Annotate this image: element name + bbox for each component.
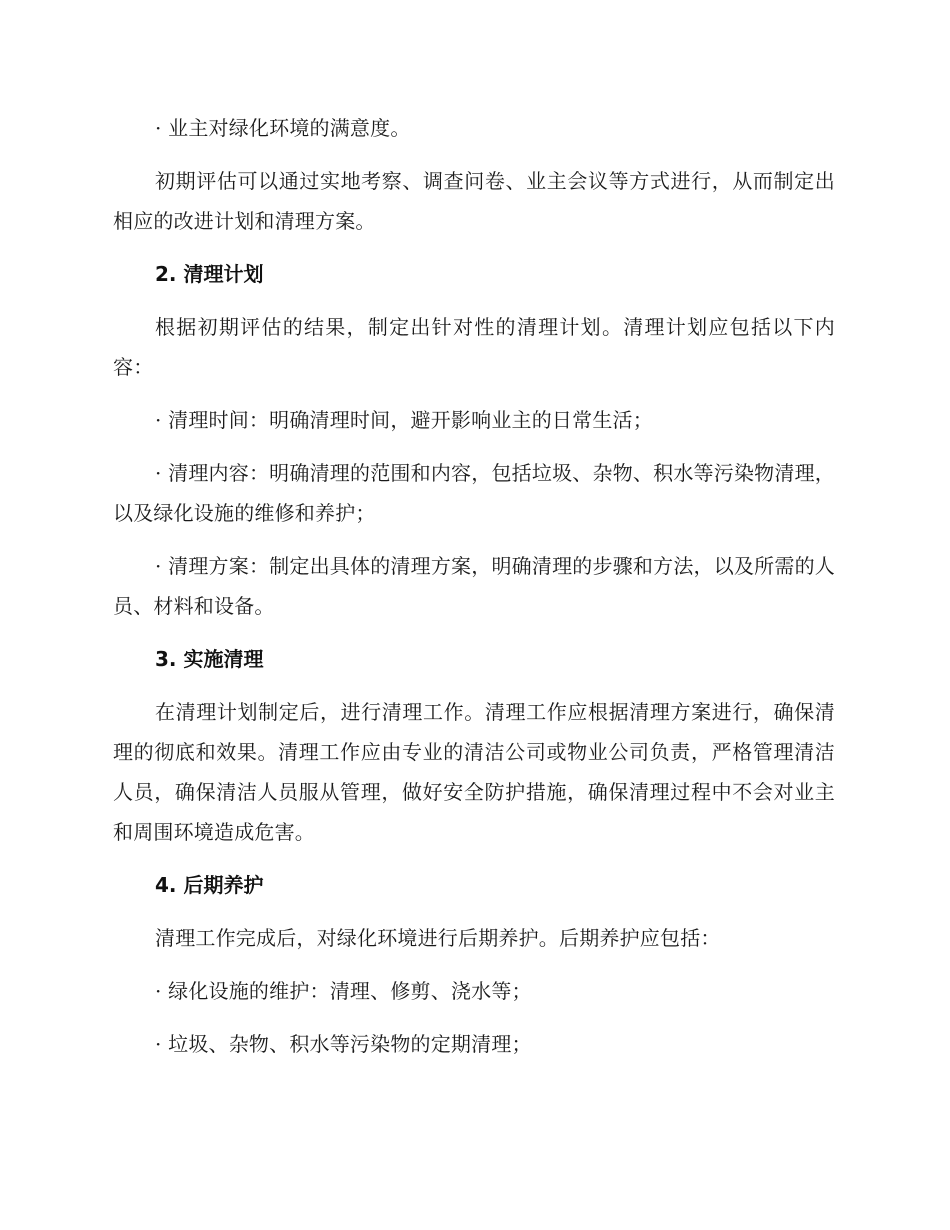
bullet-facility-maintenance: · 绿化设施的维护：清理、修剪、浇水等； <box>155 979 532 1003</box>
document-body <box>113 108 835 1077</box>
bullet-cleaning-scheme: · 清理方案：制定出具体的清理方案，明确清理的步骤和方法，以及所需的人员、材料和设备。 <box>113 554 835 618</box>
paragraph-initial-assessment: 初期评估可以通过实地考察、调查问卷、业主会议等方式进行，从而制定出相应的改进计划和清理方案。 <box>113 169 835 233</box>
paragraph-cleaning-plan: 根据初期评估的结果，制定出针对性的清理计划。清理计划应包括以下内容： <box>113 315 835 379</box>
section-heading-maintenance: 4. 后期养护 <box>155 873 264 897</box>
bullet-cleaning-time: · 清理时间：明确清理时间，避开影响业主的日常生活； <box>155 408 653 432</box>
section-heading-cleaning-plan: 2. 清理计划 <box>155 262 264 286</box>
paragraph-maintenance: 清理工作完成后，对绿化环境进行后期养护。后期养护应包括： <box>155 926 721 950</box>
bullet-satisfaction: · 业主对绿化环境的满意度。 <box>155 116 411 140</box>
paragraph-implement-cleaning: 在清理计划制定后，进行清理工作。清理工作应根据清理方案进行，确保清理的彻底和效果。清理工作应由专业的清洁公司或物业公司负责，严格管理清洁人员，确保清洁人员服从管理，做好安全防护措施，确保清理过程中不会对业主和周围环境造成危害。 <box>113 700 835 844</box>
section-heading-implement-cleaning: 3. 实施清理 <box>155 647 264 671</box>
bullet-cleaning-content: · 清理内容：明确清理的范围和内容，包括垃圾、杂物、积水等污染物清理，以及绿化设施的维修和养护； <box>113 461 835 525</box>
bullet-pollutant-cleaning: · 垃圾、杂物、积水等污染物的定期清理； <box>155 1032 532 1056</box>
